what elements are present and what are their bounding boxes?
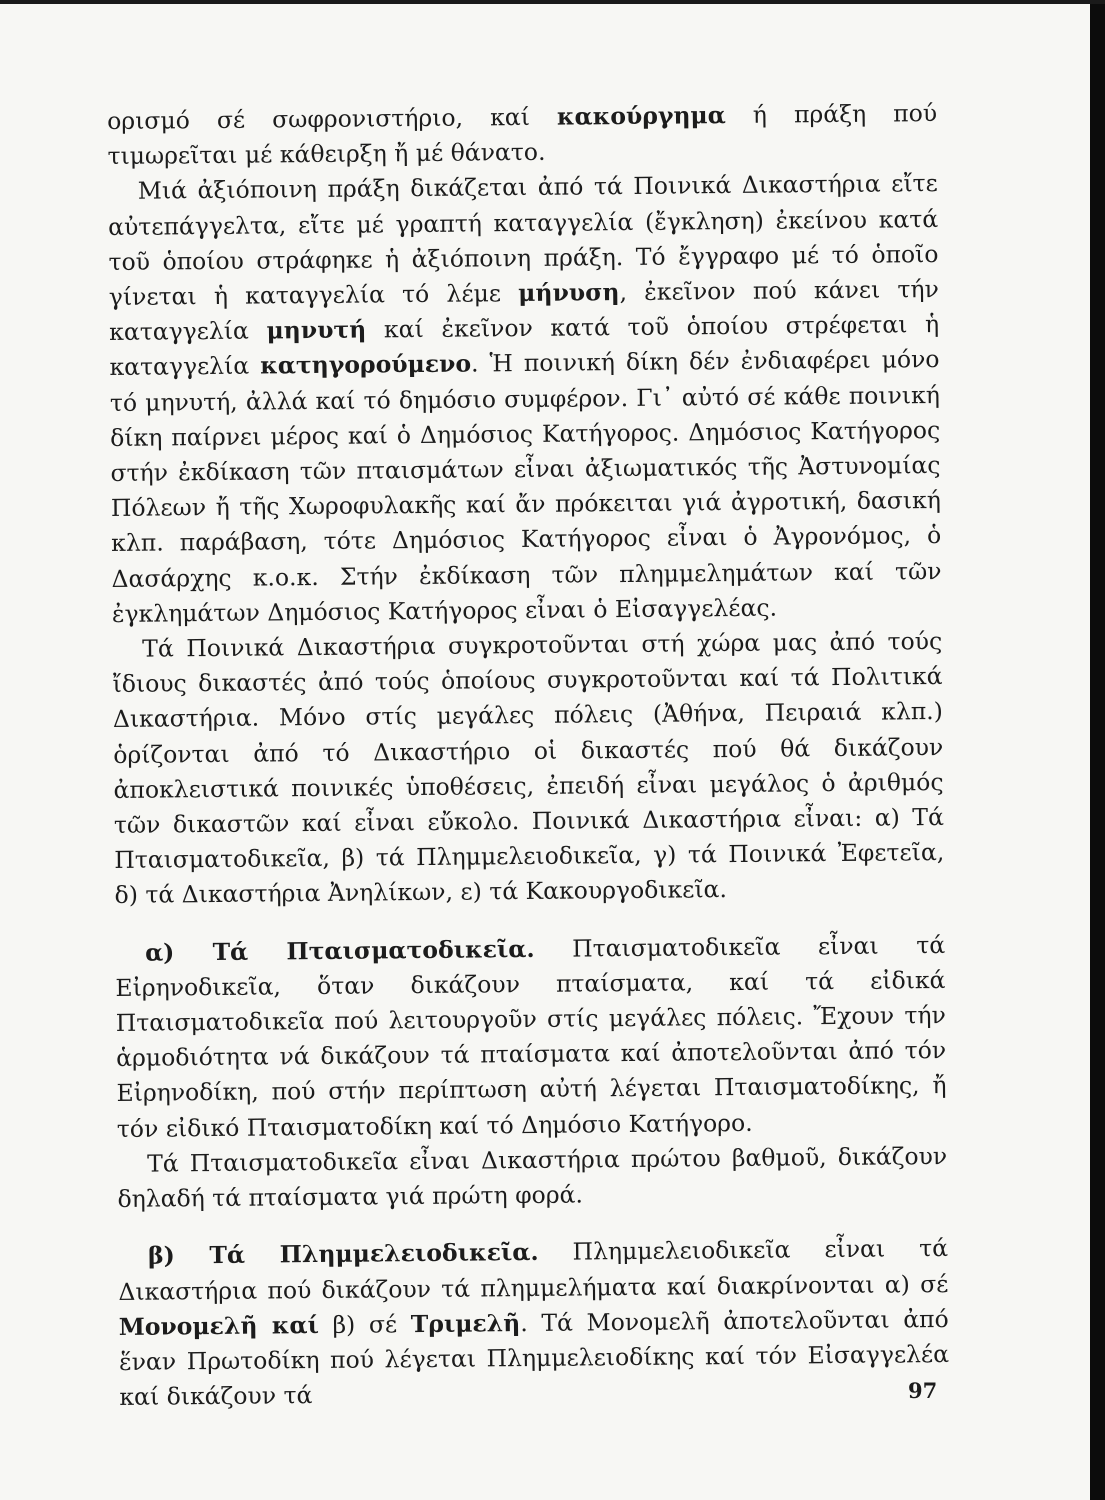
paragraph-3: Τά Ποινικά Δικαστήρια συγκροτοῦνται στή χώρα μας ἀπό τούς ἴδιους δικαστές ἀπό τούς ὁποίους συγκροτοῦνται καί τά Πολιτικά Δικαστήρια. Μόνο στίς μεγάλες πόλεις (Ἀθήνα, Πειραιά κλπ.) ὁρίζονται ἀπό τό Δικαστήριο οἱ δικαστές πού θά δικάζουν ἀποκλειστικά ποινικές ὑποθέσεις, ἐπειδή εἶναι μεγάλος ὁ ἀριθμός τῶν δικαστῶν καί εἶναι εὔκολο. Ποινικά Δικαστήρια εἶναι: α) Τά Πταισματοδικεῖα, β) τά Πλημμελειοδικεῖα, γ) τά Ποινικά Ἐφετεῖα, δ) τά Δικαστήρια Ἀνηλίκων, ε) τά Κακουργοδικεῖα. [112, 627, 945, 910]
scan-border-right [1090, 0, 1105, 1500]
paragraph-2: Μιά ἀξιόποινη πράξη δικάζεται ἀπό τά Ποινικά Δικαστήρια εἴτε αὐτεπάγγελτα, εἴτε μέ γραπτή καταγγελία (ἔγκληση) ἐκείνου κατά τοῦ ὁποίου στράφηκε ἡ ἀξιόποινη πράξη. Τό ἔγγραφο μέ τό ὁποῖο γίνεται ἡ καταγγελία τό λέμε μήνυση, ἐκεῖνον πού κάνει τήν καταγγελία μηνυτή καί ἐκεῖνον κατά τοῦ ὁποίου στρέφεται ἡ καταγγελία κατηγορούμενο. Ἡ ποινική δίκη δέν ἐνδιαφέρει μόνο τό μηνυτή, ἀλλά καί τό δημόσιο συμφέρον. Γι᾽ αὐτό σέ κάθε ποινική δίκη παίρνει μέρος καί ὁ Δημόσιος Κατήγορος. Δημόσιος Κατήγορος στήν ἐκδίκαση τῶν πταισμάτων εἶναι ἀξιωματικός τῆς Ἀστυνομίας Πόλεων ἤ τῆς Χωροφυλακῆς καί ἄν πρόκειται γιά ἀγροτική, δασική κλπ. παράβαση, τότε Δημόσιος Κατήγορος εἶναι ὁ Ἀγρονόμος, ὁ Δασάρχης κ.ο.κ. Στήν ἐκδίκαση τῶν πλημμελημάτων καί τῶν ἐγκλημάτων Δημόσιος Κατήγορος εἶναι ὁ Εἰσαγγελέας. [108, 169, 942, 628]
term-minyti: μηνυτή [266, 315, 367, 345]
term-trimeli: Τριμελῆ [410, 1308, 521, 1338]
term-kakourgima: κακούργημα [556, 101, 726, 131]
page-text [107, 96, 950, 1415]
term-monomeli: Μονομελῆ καί [118, 1310, 320, 1341]
heading-ptaismatodikeia: α) Τά Πταισματοδικεῖα. [145, 934, 535, 967]
paragraph-6: β) Τά Πλημμελειοδικεῖα. Πλημμελειοδικεῖα εἶναι τά Δικαστήρια πού δικάζουν τά πλημμελήματα καί διακρίνονται α) σέ Μονομελῆ καί β) σέ Τριμελῆ. Τά Μονομελῆ ἀποτελοῦνται ἀπό ἕναν Πρωτοδίκη πού λέγεται Πλημμελειοδίκης καί τόν Εἰσαγγελέα καί δικάζουν τά [118, 1234, 950, 1412]
paragraph-5: Τά Πταισματοδικεῖα εἶναι Δικαστήρια πρώτου βαθμοῦ, δικάζουν δηλαδή τά πταίσματα γιά πρώτη φορά. [117, 1141, 948, 1214]
term-katigoroumeno: κατηγορούμενο [260, 349, 472, 380]
paragraph-1: ορισμό σέ σωφρονιστήριο, καί κακούργημα ή πράξη πού τιμωρεῖται μέ κάθειρξη ἤ μέ θάνατο. [107, 99, 938, 171]
page-number: 97 [908, 1378, 938, 1403]
term-minysi: μήνυση [518, 278, 620, 308]
paragraph-4: α) Τά Πταισματοδικεῖα. Πταισματοδικεῖα εἶναι τά Εἰρηνοδικεῖα, ὅταν δικάζουν πταίσματα, καί τά εἰδικά Πταισματοδικεῖα πού λειτουργοῦν στίς μεγάλες πόλεις. Ἔχουν τήν ἁρμοδιότητα νά δικάζουν τά πταίσματα καί ἀποτελοῦνται ἀπό τόν Εἰρηνοδίκη, πού στήν περίπτωση αὐτή λέγεται Πταισματοδίκης, ἤ τόν εἰδικό Πταισματοδίκη καί τό Δημόσιο Κατήγορο. [115, 930, 947, 1143]
heading-plimmeleiodikeia: β) Τά Πλημμελειοδικεῖα. [147, 1238, 539, 1270]
scan-border-top [0, 0, 1105, 4]
